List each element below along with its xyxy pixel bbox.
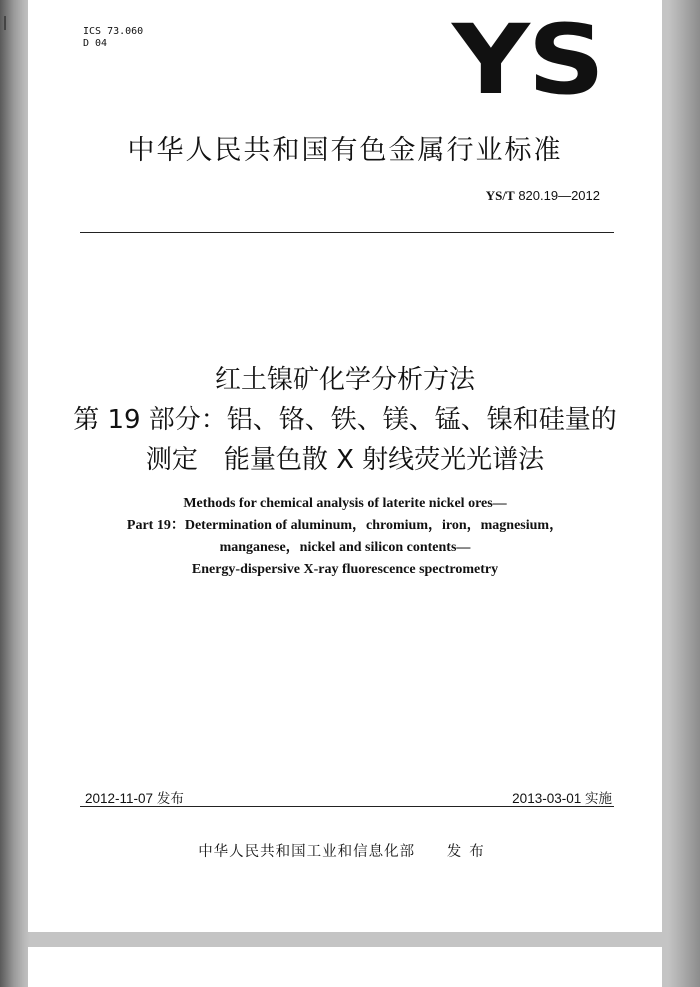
next-page-edge (28, 947, 662, 987)
implementation-label: 实施 (585, 791, 612, 806)
issue-date-block (85, 787, 184, 807)
ccs-code: D 04 (83, 38, 108, 49)
english-title-line-3: manganese，nickel and silicon contents— (219, 540, 471, 555)
standard-number (486, 188, 600, 204)
chinese-title (28, 360, 662, 480)
english-title-line-2: Part 19：Determination of aluminum，chromium，iron，magnesium， (126, 518, 564, 533)
organization-title: 中华人民共和国有色金属行业标准 (127, 135, 563, 166)
english-title (28, 493, 662, 581)
standard-code: 820.19—2012 (518, 188, 600, 203)
header-divider (80, 232, 614, 233)
english-title-line-1: Methods for chemical analysis of laterite nickel ores— (183, 496, 507, 511)
publisher-name: 中华人民共和国工业和信息化部 (198, 844, 416, 860)
implementation-date: 2013-03-01 (512, 791, 582, 806)
classification-codes (83, 26, 143, 50)
ics-code: ICS 73.060 (83, 26, 144, 37)
page-edge-mark (4, 16, 6, 30)
chinese-title-line-1: 红土镍矿化学分析方法 (214, 365, 475, 395)
issue-date: 2012-11-07 (85, 791, 154, 806)
footer-divider (80, 806, 614, 807)
publisher-action: 发布 (446, 844, 492, 860)
english-title-line-4: Energy-dispersive X-ray fluorescence spectrometry (191, 562, 499, 577)
chinese-title-line-2: 第 19 部分：铝、铬、铁、镁、锰、镍和硅量的 (73, 405, 617, 435)
implementation-date-block (512, 787, 612, 807)
publisher-line (28, 840, 662, 861)
standard-prefix: YS/T (485, 188, 515, 203)
document-cover-page (28, 0, 662, 932)
ys-logo: YS (452, 4, 603, 116)
chinese-title-line-3: 测定 能量色散 X 射线荧光光谱法 (145, 445, 545, 475)
issue-label: 发布 (156, 791, 184, 806)
